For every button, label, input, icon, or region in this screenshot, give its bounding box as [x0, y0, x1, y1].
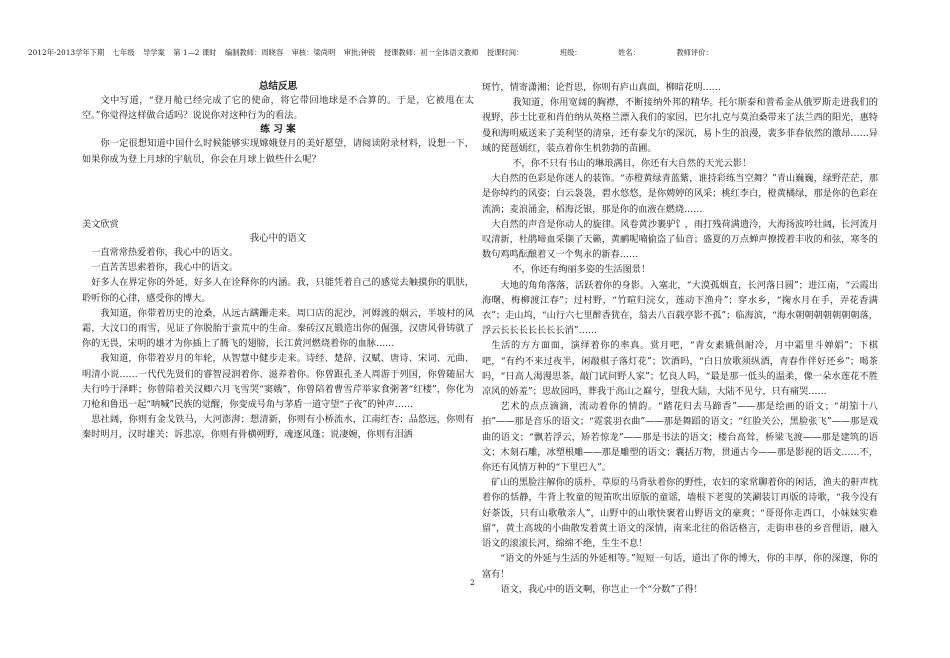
appreciation-label: 美文欣赏	[82, 218, 119, 230]
practice-paragraph: 你一定很想知道中国什么时候能够实现嫦娥登月的美好愿望，请阅读附录材料，设想一下，如果你成为登上月球的宇航员，你会在月球上做些什么呢？	[82, 138, 474, 165]
right-paragraph-11: “语文的外延与生活的外延相等。”短短一句话，道出了你的博大，你的丰厚，你的深邃，你的富有！	[482, 553, 878, 580]
doc-type: 导学案	[143, 48, 165, 57]
right-paragraph-12: 语文，我心中的语文啊，你岂止一个“分数”了得！	[500, 583, 703, 595]
right-paragraph-1: 斑竹，情寄潇湘；论哲思，你则有庐山真面，柳暗花明……	[482, 82, 721, 93]
right-paragraph-6: 不，你还有绚丽多姿的生活图景！	[512, 264, 651, 276]
summary-paragraph: 文中写道，“登月舱已经完成了它的使命，将它带回地球是不合算的。于是，它被甩在太空。”你觉得这样做合适吗？说说你对这种行为的看法。	[82, 95, 474, 122]
class-field: 班级：	[559, 48, 582, 57]
right-paragraph-8: 生活的方方面面，演绎着你的率真。赏月吧，“青女素娥俱耐冷，月中霜里斗婵娟”；下棋吧，“有约不来过夜半，闲敲棋子落灯花”；饮酒吗，“白日放歌须纵酒，青春作伴好还乡”；喝茶吗，“日高人渴漫思茶，敲门试问野人家”；忆良人吗，“最是那一低头的温柔，像一朵水莲花不胜凉风的娇羞”；思故园吗，葬我于高山之巅兮，望我大陆，大陆不见兮，只有痛哭……	[482, 340, 878, 398]
essay-paragraph-3: 好多人在界定你的外延，好多人在诠释你的内涵。我，只能凭着自己的感觉去触摸你的肌肤，聆听你的心律，感受你的博大。	[82, 277, 474, 304]
left-column	[82, 80, 474, 443]
essay-title: 我心中的语文	[249, 233, 307, 245]
essay-paragraph-2: 一直苦苦思索着你，我心中的语文。	[91, 262, 239, 274]
essay-paragraph-6: 思社阔，你则有金戈铁马，大河澎湃；想清新，你则有小桥流水，江南红杏；品悠远，你则有秦时明月，汉时雄关；诉悲凉，你则有骨横朔野，魂逐风蓬；说凄婉，你则有泪洒	[82, 414, 474, 441]
page-number: 2	[470, 578, 475, 587]
right-paragraph-9: 艺术的点点滴滴，流动着你的情韵。“踏花归去马蹄香”——那是绘画的语文；“胡笳十八拍”——那是音乐的语文；“霓裳羽衣曲”——那是舞蹈的语文；“红脸关公，黑脸张飞”——那是戏曲的语文；“飘若浮云，矫若惊龙”——那是书法的语文；楼台高耸，桥梁飞渡——那是建筑的语文；木刻石雕，冰塑根雕——那是雕塑的语文；囊括万物，贯通古今——那是影视的语文……不，你还有风情万种的“下里巴人”。	[482, 401, 878, 474]
right-paragraph-2: 我知道，你用宽阔的胸襟，不断接纳外邦的精华。托尔斯泰和普希金从俄罗斯走进我们的视野，莎士比亚和肖伯纳从英格兰漂入我们的家园，巴尔扎克与莫泊桑带来了法兰西的阳光，惠特曼和海明威送来了美利坚的清泉，还有泰戈尔的深沉，易卜生的浪漫，裴多菲春依然的激昂……异域的琵琶嫣红，装点着你生机勃勃的苗圃。	[482, 97, 878, 154]
essay-paragraph-1: 一直常常热爱着你，我心中的语文。	[91, 247, 239, 259]
school-year: 2012年-2013学年下期	[28, 48, 105, 57]
essay-paragraph-4: 我知道，你带着历史的沧桑，从远古蹒跚走来。周口店的泥沙，河姆渡的烟云，半坡村的风霜，大汶口的雨雪，见证了你脱胎于蛮荒中的生命。秦砖汉瓦锻造出你的倔强，汉唐风骨铸就了你的无畏，宋明的雄才为你插上了腾飞的翅膀，长江黄河燃烧着你的血脉……	[82, 307, 474, 350]
approver: 审批;钟锐	[343, 48, 376, 57]
right-column	[482, 80, 878, 597]
teaching-time: 授课时间：	[486, 48, 524, 57]
grade: 七年级	[112, 48, 135, 57]
practice-title: 练 习 案	[260, 124, 296, 136]
right-paragraph-7: 大地的角角落落，活跃着你的身影。入塞北，“大漠孤烟直，长河落日圆”；进江南，“云霞出海曙，梅柳渡江春”；过村野，“竹暄归浣女，莲动下渔舟”；穿水乡，“掬水月在手，弄花香满衣”；走山坞，“山行六七里醉香犹在，翁去八百载亭影不孤”；临海滨，“海水朝朝朝朝朝朝朝落，浮云长长长长长长长消”……	[482, 279, 878, 337]
evaluation-field: 教师评价：	[676, 48, 713, 57]
teacher: 授课教师：初一全体语文教师	[383, 48, 479, 57]
worksheet-header	[28, 48, 928, 58]
right-paragraph-10: 矿山的黑脸注解你的质朴，草原的马背驮着你的野性，农妇的家常聊着你的闲话，渔夫的鼾声枕着你的恬静，牛背上牧童的短笛吹出原版的童谣，墙根下老叟的笑涮装订再版的诗歌，“我今没有好茶饭，只有山歌敬亲人”，山野中的山歌快褒着山野语文的豪爽；“哥哥你走西口，小妹妹实难留”，黄土高坡的小曲散发着黄土语文的深情，南来北往的俗话格言，走街串巷的乡音俚语，融入语文的滚滚长河，绵绵不绝，生生不息！	[482, 477, 878, 550]
essay-paragraph-5: 我知道，你带着岁月的年轮，从智慧中健步走来。诗经、楚辞、汉赋、唐诗、宋词、元曲、明清小说……一代代先贤们的睿智浸润着你、滋养着你。你曾跟孔圣人周游于列国，你曾随屈大夫行吟于泽畔；你曾陪着关汉卿六月飞雪哭“窦娥”，你曾陪着曹雪芹举家食粥著“红楼”，你化为刀枪和鲁迅一起“呐喊”民族的觉醒，你变成号角与茅盾一道守望“子夜”的钟声……	[82, 353, 474, 411]
editor: 编制教师：周晓容	[224, 48, 284, 57]
summary-title: 总结反思	[258, 81, 298, 92]
right-paragraph-3: 不，你不只有书山的琳琅满目，你还有大自然的天光云影！	[512, 158, 752, 170]
name-field: 姓名：	[618, 48, 640, 57]
reviewer: 审核：梁尚明	[291, 48, 336, 57]
right-paragraph-4: 大自然的色彩是你迷人的装饰。“赤橙黄绿青蓝紫，谁持彩练当空舞？”青山巍巍，绿野茫茫，那是你绰约的风姿；白云袅袅，碧水悠悠，是你娉婷的风采；桃红李白，橙黄橘绿，那是你的色彩在流淌；麦浪涌金，稻海泛银，那是你的血液在燃烧……	[482, 173, 878, 215]
right-paragraph-5: 大自然的声音是你动人的旋律。风卷黄沙裹驴饣，雨打残荷满遗泠，大海扬波吟壮阔，长河流月叹清新，杜鹃啼血采撷了天籁，黄鹂呢喃偷盗了仙音；盛夏的万点蝉声撩拨着丰收的和弦，寒冬的数句鸡鸣酝酿着又一个隽永的新春……	[482, 218, 878, 261]
lesson: 第 1—2 课时	[173, 48, 217, 57]
